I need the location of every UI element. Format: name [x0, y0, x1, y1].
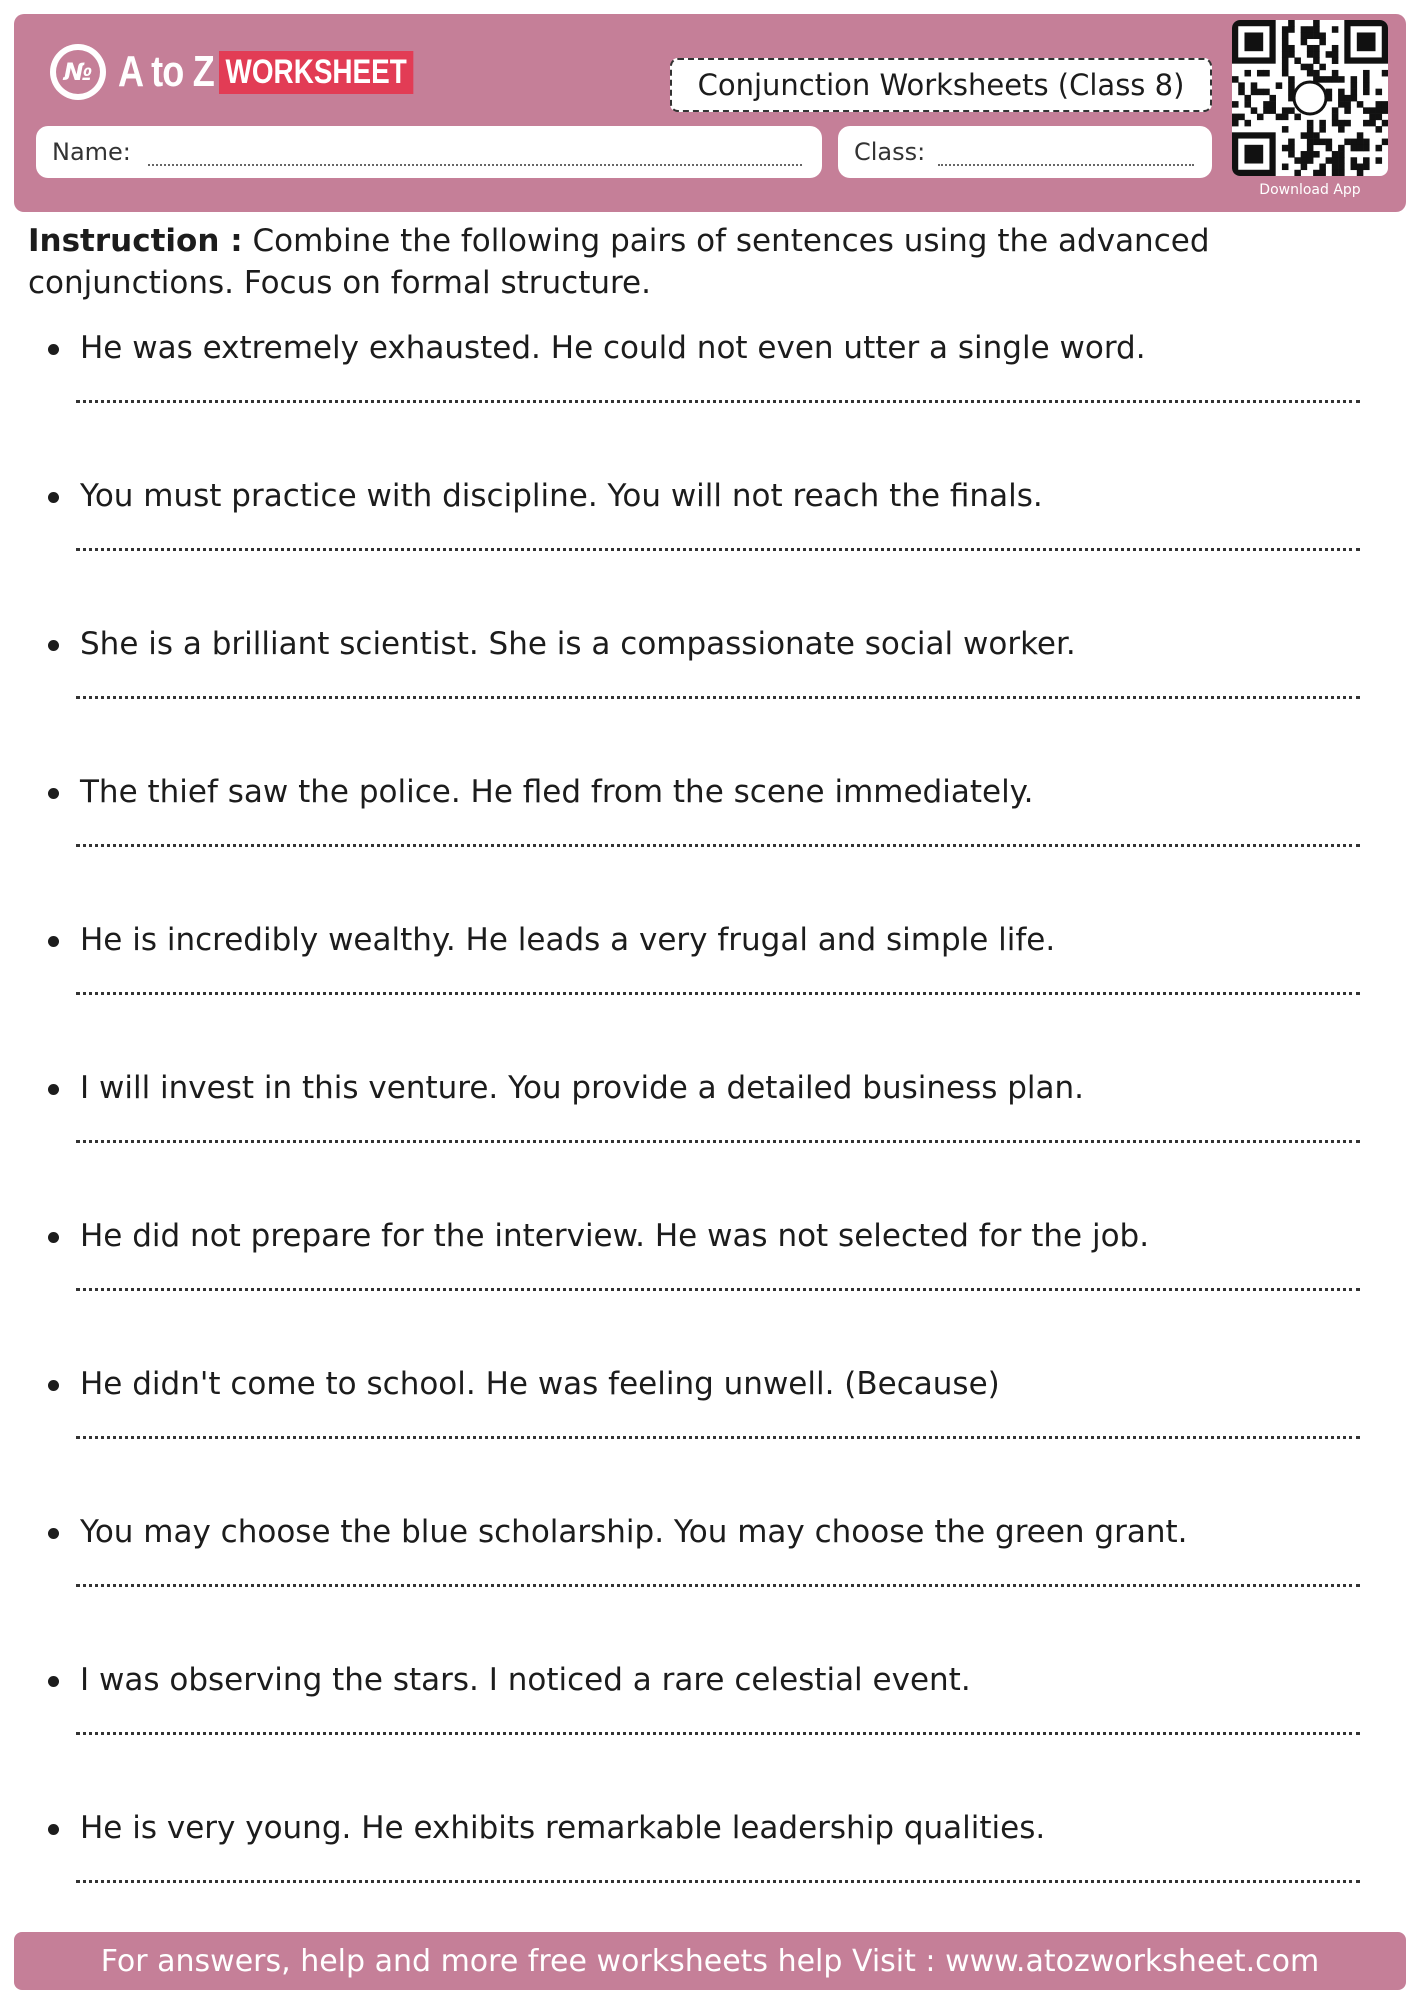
class-label: Class:: [854, 138, 926, 166]
question-item: [0, 918, 1414, 1066]
logo-text: A to Z: [118, 47, 214, 96]
answer-line[interactable]: [76, 548, 1360, 551]
answer-line[interactable]: [76, 844, 1360, 847]
name-field[interactable]: [36, 126, 822, 178]
question-text: You may choose the blue scholarship. You may choose the green grant.: [80, 1514, 1188, 1550]
worksheet-header: [14, 14, 1406, 212]
class-field[interactable]: [838, 126, 1212, 178]
answer-line[interactable]: [76, 1584, 1360, 1587]
instruction-text: Combine the following pairs of sentences using the advanced conjunctions. Focus on formal structure.: [28, 223, 1210, 301]
bullet-icon: [48, 788, 59, 799]
question-item: [0, 1214, 1414, 1362]
question-item: [0, 1658, 1414, 1806]
instruction: [28, 220, 1388, 304]
class-write-line: [938, 164, 1194, 166]
qr-code-icon[interactable]: [1232, 20, 1388, 176]
answer-line[interactable]: [76, 1880, 1360, 1883]
bullet-icon: [48, 1824, 59, 1835]
bullet-icon: [48, 1232, 59, 1243]
question-text: I was observing the stars. I noticed a rare celestial event.: [80, 1662, 971, 1698]
question-item: [0, 1066, 1414, 1214]
answer-line[interactable]: [76, 1436, 1360, 1439]
question-text: She is a brilliant scientist. She is a compassionate social worker.: [80, 626, 1076, 662]
logo-highlight: WORKSHEET: [219, 51, 413, 94]
answer-line[interactable]: [76, 696, 1360, 699]
bullet-icon: [48, 1528, 59, 1539]
name-label: Name:: [52, 138, 131, 166]
question-item: [0, 1362, 1414, 1510]
question-item: [0, 474, 1414, 622]
bullet-icon: [48, 1084, 59, 1095]
answer-line[interactable]: [76, 992, 1360, 995]
question-item: [0, 622, 1414, 770]
instruction-label: Instruction :: [28, 223, 243, 259]
question-text: He was extremely exhausted. He could not even utter a single word.: [80, 330, 1146, 366]
bullet-icon: [48, 936, 59, 947]
bullet-icon: [48, 640, 59, 651]
question-text: He is incredibly wealthy. He leads a very frugal and simple life.: [80, 922, 1056, 958]
footer-text: For answers, help and more free worksheets help Visit : www.atozworksheet.com: [100, 1943, 1320, 1979]
bullet-icon: [48, 1380, 59, 1391]
question-text: I will invest in this venture. You provide a detailed business plan.: [80, 1070, 1085, 1106]
bullet-icon: [48, 492, 59, 503]
answer-line[interactable]: [76, 1732, 1360, 1735]
brand-logo[interactable]: [50, 44, 456, 100]
question-text: He did not prepare for the interview. He was not selected for the job.: [80, 1218, 1150, 1254]
question-text: He is very young. He exhibits remarkable leadership qualities.: [80, 1810, 1046, 1846]
question-text: The thief saw the police. He fled from the scene immediately.: [80, 774, 1034, 810]
name-write-line: [148, 164, 802, 166]
footer-banner[interactable]: [14, 1932, 1406, 1990]
question-item: [0, 770, 1414, 918]
bullet-icon: [48, 1676, 59, 1687]
question-item: [0, 326, 1414, 474]
worksheet-title: Conjunction Worksheets (Class 8): [670, 58, 1212, 112]
question-text: He didn't come to school. He was feeling unwell. (Because): [80, 1366, 1000, 1402]
answer-line[interactable]: [76, 1140, 1360, 1143]
question-text: You must practice with discipline. You will not reach the finals.: [80, 478, 1043, 514]
question-item: [0, 1510, 1414, 1658]
logo-mark-icon: №: [50, 44, 106, 100]
qr-caption: Download App: [1259, 182, 1361, 198]
answer-line[interactable]: [76, 400, 1360, 403]
bullet-icon: [48, 344, 59, 355]
answer-line[interactable]: [76, 1288, 1360, 1291]
